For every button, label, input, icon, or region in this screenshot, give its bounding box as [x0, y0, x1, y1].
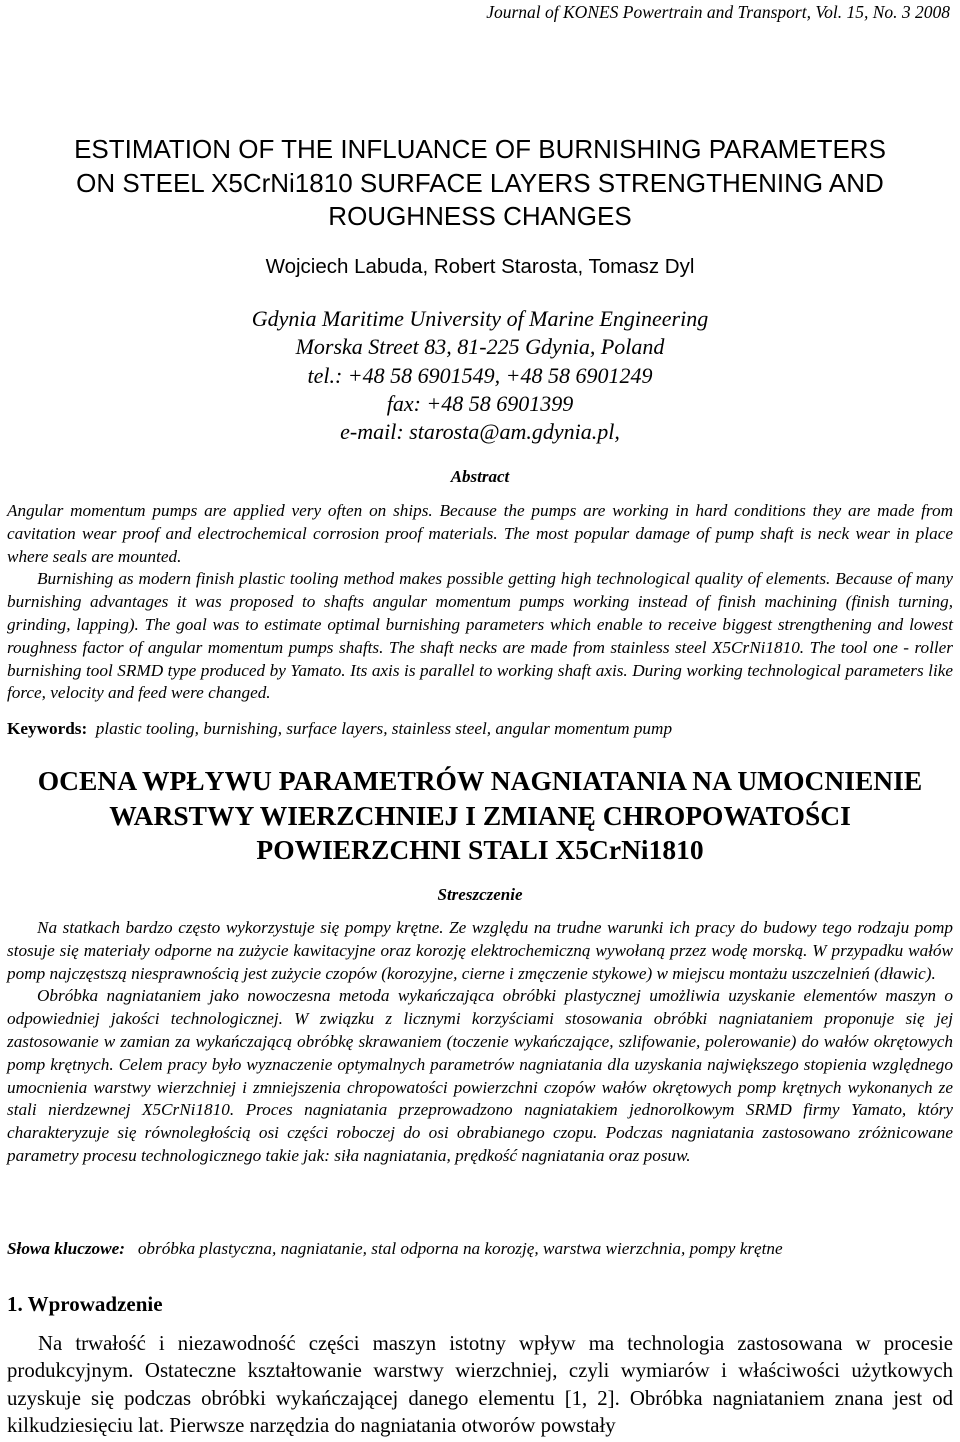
english-title-line: ROUGHNESS CHANGES — [328, 201, 632, 231]
streszczenie-body — [7, 917, 953, 1168]
affiliation — [0, 305, 960, 446]
polish-title-line: WARSTWY WIERZCHNIEJ I ZMIANĘ CHROPOWATOŚCI — [109, 799, 851, 831]
polish-title-line: POWIERZCHNI STALI X5CrNi1810 — [256, 834, 704, 865]
abstract-body — [7, 500, 953, 705]
authors: Wojciech Labuda, Robert Starosta, Tomasz Dyl — [265, 255, 695, 278]
abstract-paragraph: Burnishing as modern finish plastic tooling method makes possible getting high technological quality of elements. Because of many burnishing advantages it was proposed to shafts angular momentum pumps working instead of finish machining (finish turning, grinding, lapping). The goal was to estimate optimal burnishing parameters which enable to receive biggest strengthening and lowest roughness factor of angular momentum pumps shafts. The shaft necks are made from stainless steel X5CrNi1810. The tool one - roller burnishing tool SRMD type produced by Yamato. Its axis is parallel to working shaft axis. During working technological parameters like force, velocity and feed were changed. — [7, 569, 953, 703]
streszczenie-paragraph: Obróbka nagniataniem jako nowoczesna metoda wykańczająca obróbki plastycznej umożliwia uzyskanie elementów maszyn o odpowiedniej jakości technologicznej. W związku z licznymi korzyściami stosowania obróbki nagniataniem proponuje się jej zastosowanie w zamian za wykańczającą obróbkę skrawaniem (toczenie wykańczające, szlifowanie, polerowanie) do wałów okrętowych pomp krętnych. Celem pracy było wyznaczenie optymalnych parametrów nagniatania dla uzyskania największego stopienia względnego umocnienia warstwy wierzchniej i zmniejszenia chropowatości powierzchni czopów wałów okrętowych pomp krętnych wykonanych ze stali nierdzewnej X5CrNi1810. Proces nagniatania przeprowadzono nagniatakiem jednorolkowym SRMD firmy Yamato, który charakteryzuje się równoległością osi części roboczej do osi obrabianego czopu. Podczas nagniatania zastosowano zróżnicowane parametry procesu technologicznego takie jak: siła nagniatania, prędkość nagniatania oraz posuw. — [7, 986, 953, 1165]
affiliation-line: fax: +48 58 6901399 — [386, 390, 574, 416]
polish-title-line: OCENA WPŁYWU PARAMETRÓW NAGNIATANIA NA UMOCNIENIE — [37, 765, 923, 796]
abstract-heading: Abstract — [450, 467, 510, 486]
abstract-paragraph: Angular momentum pumps are applied very often on ships. Because the pumps are working in hard conditions they are made from cavitation wear proof and electrochemical corrosion proof materials. The most popular damage of pump shaft is neck wear in place where seals are mounted. — [7, 501, 953, 566]
streszczenie-heading: Streszczenie — [437, 885, 523, 904]
streszczenie-paragraph: Na statkach bardzo często wykorzystuje się pompy krętne. Ze względu na trudne warunki ich pracy do budowy tego rodzaju pomp stosuje się materiały odporne na zużycie kawitacyjne oraz korozję elektrochemiczną wywołaną przez wodę morską. W przypadku wałów pomp najczęstszą niesprawnością jest zużycie czopów (korozyjne, cierne i zmęczenie stykowe) w miejscu montażu uszczelnień (dławic). — [7, 918, 953, 983]
polish-title — [0, 764, 960, 868]
keywords — [7, 719, 953, 739]
journal-header: Journal of KONES Powertrain and Transport, Vol. 15, No. 3 2008 — [486, 2, 950, 22]
slowa-kluczowe-text: obróbka plastyczna, nagniatanie, stal odporna na korozję, warstwa wierzchnia, pompy krętne — [137, 1239, 783, 1258]
section-paragraph: Na trwałość i niezawodność części maszyn istotny wpływ ma technologia zastosowana w procesie produkcyjnym. Ostateczne kształtowanie warstwy wierzchniej, czyli wymiarów i właściwości użytkowych uzyskuje się podczas obróbki wykańczającej danego elementu [1, 2]. Obróbka nagniataniem znana jest od kilkudziesięciu lat. Pierwsze narzędzia do nagniatania otworów powstały — [7, 1332, 953, 1437]
affiliation-line: tel.: +48 58 6901549, +48 58 6901249 — [307, 362, 653, 388]
slowa-kluczowe-label: Słowa kluczowe: — [7, 1239, 125, 1258]
slowa-kluczowe — [7, 1239, 953, 1259]
affiliation-email: e-mail: starosta@am.gdynia.pl, — [340, 419, 620, 445]
keywords-text: plastic tooling, burnishing, surface layers, stainless steel, angular momentum pump — [95, 719, 673, 738]
affiliation-line: Morska Street 83, 81-225 Gdynia, Poland — [295, 334, 665, 360]
keywords-label: Keywords: — [7, 719, 88, 738]
affiliation-line: Gdynia Maritime University of Marine Engineering — [251, 306, 709, 331]
section-body — [7, 1330, 953, 1439]
english-title-line: ESTIMATION OF THE INFLUANCE OF BURNISHING PARAMETERS — [74, 134, 886, 164]
section-heading: 1. Wprowadzenie — [7, 1292, 163, 1316]
english-title-line: ON STEEL X5CrNi1810 SURFACE LAYERS STRENGTHENING AND — [76, 167, 884, 198]
english-title — [0, 133, 960, 234]
